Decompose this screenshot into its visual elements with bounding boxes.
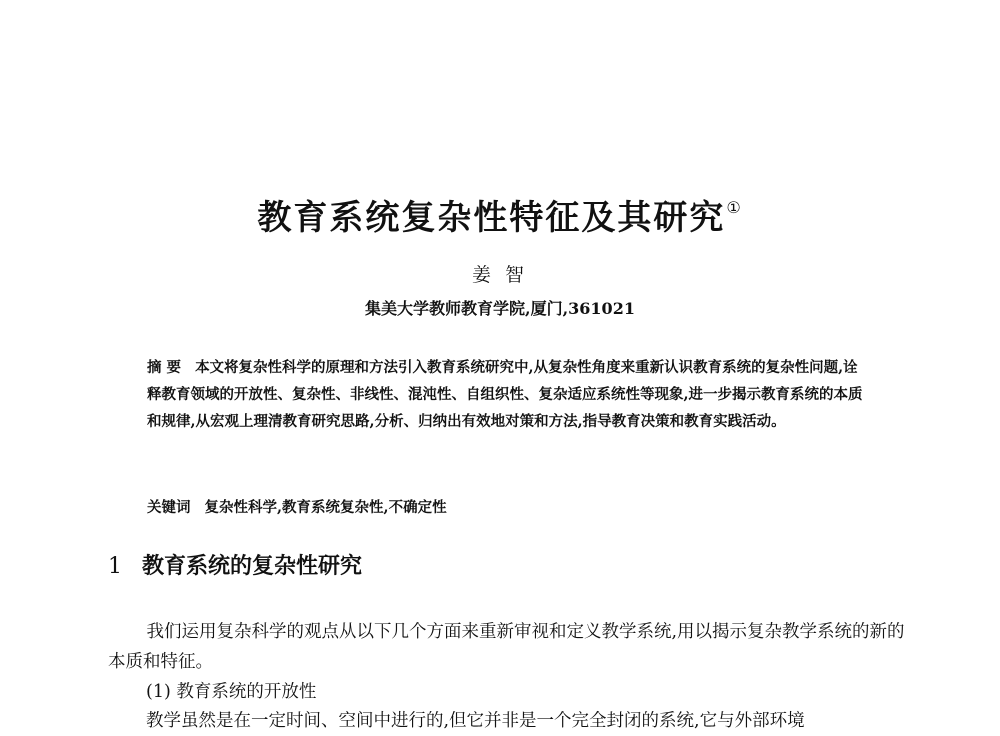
author-affiliation: 集美大学教师教育学院,厦门,361021 <box>365 299 635 318</box>
author-name: 姜 智 <box>471 264 529 286</box>
paper-title <box>0 186 1000 240</box>
keywords <box>147 496 867 520</box>
section-title: 教育系统的复杂性研究 <box>142 554 363 579</box>
section-number: 1 <box>108 554 122 579</box>
section-heading <box>108 549 362 585</box>
body-paragraph-cut: 教学虽然是在一定时间、空间中进行的,但它并非是一个完全封闭的系统,它与外部环境 <box>146 711 805 731</box>
paper-title-text: 教育系统复杂性特征及其研究 <box>257 198 726 238</box>
keywords-label: 关键词 <box>147 500 191 516</box>
title-footnote-mark: ① <box>726 198 743 217</box>
abstract-label: 摘 要 <box>147 359 182 376</box>
body-paragraph: 我们运用复杂科学的观点从以下几个方面来重新审视和定义教学系统,用以揭示复杂教学系统的新的本质和特征。 <box>108 622 905 672</box>
keywords-text: 复杂性科学,教育系统复杂性,不确定性 <box>204 499 447 516</box>
subsection-heading: (1) 教育系统的开放性 <box>146 682 317 702</box>
abstract <box>147 354 867 435</box>
abstract-text: 本文将复杂性科学的原理和方法引入教育系统研究中,从复杂性角度来重新认识教育系统的复杂性问题,诠释教育领域的开放性、复杂性、非线性、混沌性、自组织性、复杂适应系统性等现象,进一步揭示教育系统的本质和规律,从宏观上理清教育研究思路,分析、归纳出有效地对策和方法,指导教育决策和教育实践活动。 <box>147 359 863 430</box>
